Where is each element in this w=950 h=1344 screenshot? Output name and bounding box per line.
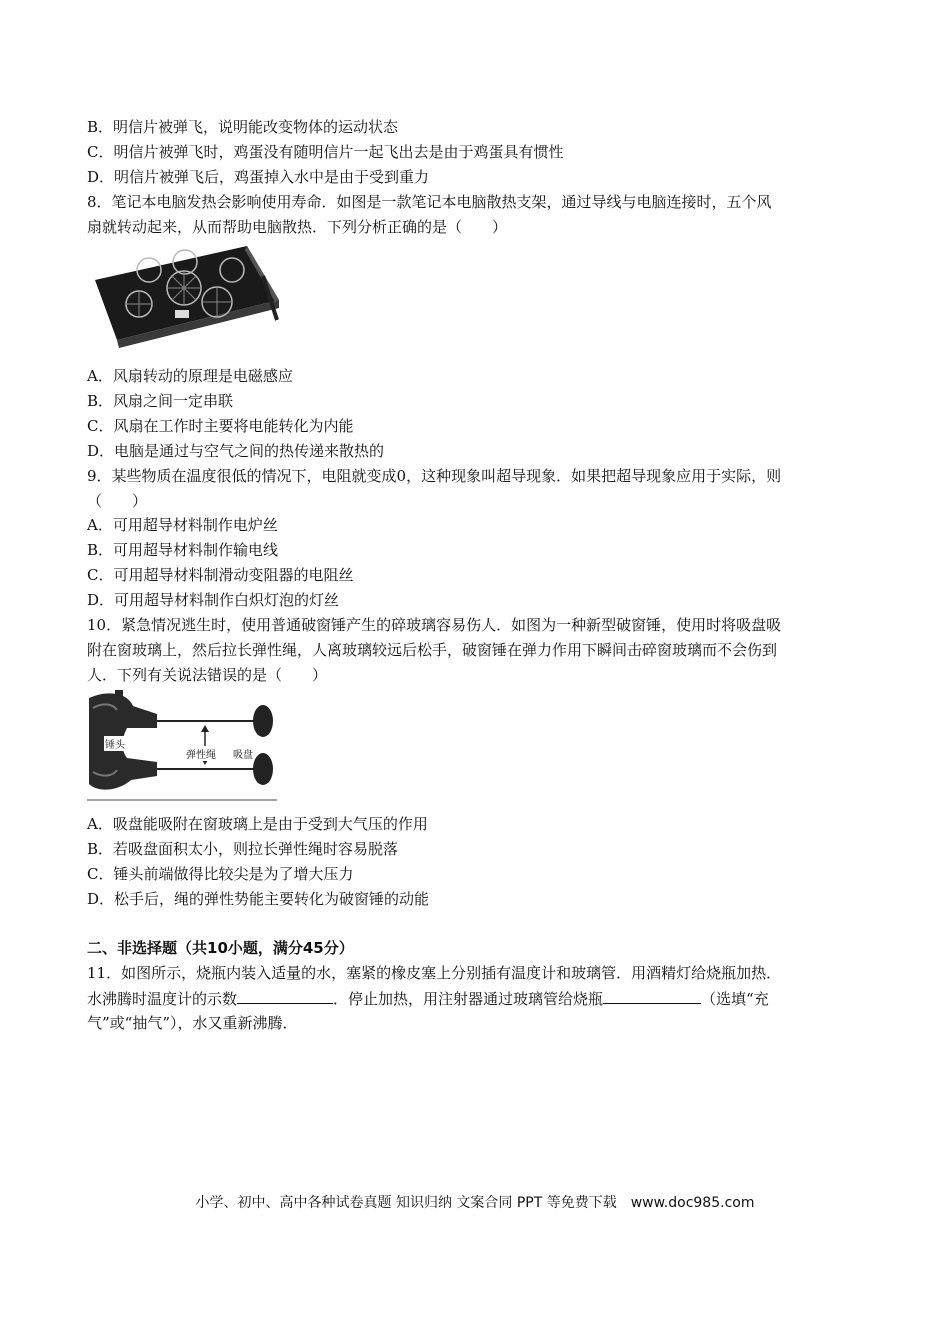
- q10-option-d: D．松手后，绳的弹性势能主要转化为破窗锤的动能: [87, 890, 430, 908]
- q9-stem-line-1: 9．某些物质在温度很低的情况下，电阻就变成0，这种现象叫超导现象．如果把超导现象应用于实际，则: [87, 467, 782, 485]
- q9-option-c: C．可用超导材料制滑动变阻器的电阻丝: [87, 566, 354, 584]
- q9-option-b: B．可用超导材料制作输电线: [87, 541, 279, 559]
- q11-answer-blank-1[interactable]: [237, 988, 333, 1004]
- q11-line-2-part-c: （选填“充: [701, 990, 769, 1008]
- q8-stem-line-1: 8．笔记本电脑发热会影响使用寿命．如图是一款笔记本电脑散热支架，通过导线与电脑连接时，五个风: [87, 193, 772, 211]
- q11-line-2: [87, 988, 769, 1009]
- q9-option-d: D．可用超导材料制作白炽灯泡的灯丝: [87, 591, 340, 609]
- q10-option-c: C．锤头前端做得比较尖是为了增大压力: [87, 865, 354, 883]
- q10-stem-line-3: 人．下列有关说法错误的是（ ）: [87, 666, 328, 684]
- q11-line-3: 气”或“抽气”），水又重新沸腾．: [87, 1014, 298, 1032]
- q11-answer-blank-2[interactable]: [603, 988, 701, 1004]
- q8-option-c: C．风扇在工作时主要将电能转化为内能: [87, 417, 354, 435]
- q10-option-b: B．若吸盘面积太小，则拉长弹性绳时容易脱落: [87, 840, 399, 858]
- q7-option-d: D．明信片被弹飞后，鸡蛋掉入水中是由于受到重力: [87, 168, 430, 186]
- figure-label-hammer: 锤头: [104, 736, 126, 751]
- q10-stem-line-1: 10．紧急情况逃生时，使用普通破窗锤产生的碎玻璃容易伤人．如图为一种新型破窗锤，使用时将吸盘吸: [87, 616, 782, 634]
- q11-line-2-part-b: ．停止加热，用注射器通过玻璃管给烧瓶: [333, 990, 604, 1008]
- page-footer: 小学、初中、高中各种试卷真题 知识归纳 文案合同 PPT 等免费下载 www.doc985.com: [195, 1195, 755, 1211]
- q9-option-a: A．可用超导材料制作电炉丝: [87, 516, 278, 534]
- figure-label-rope: 弹性绳: [185, 746, 217, 761]
- laptop-cooling-stand-image: [87, 240, 281, 352]
- q10-option-a: A．吸盘能吸附在窗玻璃上是由于受到大气压的作用: [87, 815, 428, 833]
- q8-option-d: D．电脑是通过与空气之间的热传递来散热的: [87, 442, 385, 460]
- q8-stem-line-2: 扇就转动起来，从而帮助电脑散热．下列分析正确的是（ ）: [87, 218, 508, 236]
- q7-option-b: B．明信片被弹飞，说明能改变物体的运动状态: [87, 118, 399, 136]
- q8-option-b: B．风扇之间一定串联: [87, 392, 234, 410]
- q10-stem-line-2: 附在窗玻璃上，然后拉长弹性绳，人离玻璃较远后松手，破窗锤在弹力作用下瞬间击碎窗玻璃而不会伤到: [87, 641, 778, 659]
- q8-option-a: A．风扇转动的原理是电磁感应: [87, 367, 293, 385]
- q9-stem-line-2: （ ）: [87, 492, 148, 510]
- figure-label-sucker: 吸盘: [232, 746, 254, 761]
- section-2-title: 二、非选择题（共10小题，满分45分）: [87, 939, 354, 957]
- q7-option-c: C．明信片被弹飞时，鸡蛋没有随明信片一起飞出去是由于鸡蛋具有惯性: [87, 143, 564, 161]
- q11-line-2-part-a: 水沸腾时温度计的示数: [87, 990, 238, 1008]
- q11-line-1: 11．如图所示，烧瓶内装入适量的水，塞紧的橡皮塞上分别插有温度计和玻璃管．用酒精灯给烧瓶加热．: [87, 964, 782, 982]
